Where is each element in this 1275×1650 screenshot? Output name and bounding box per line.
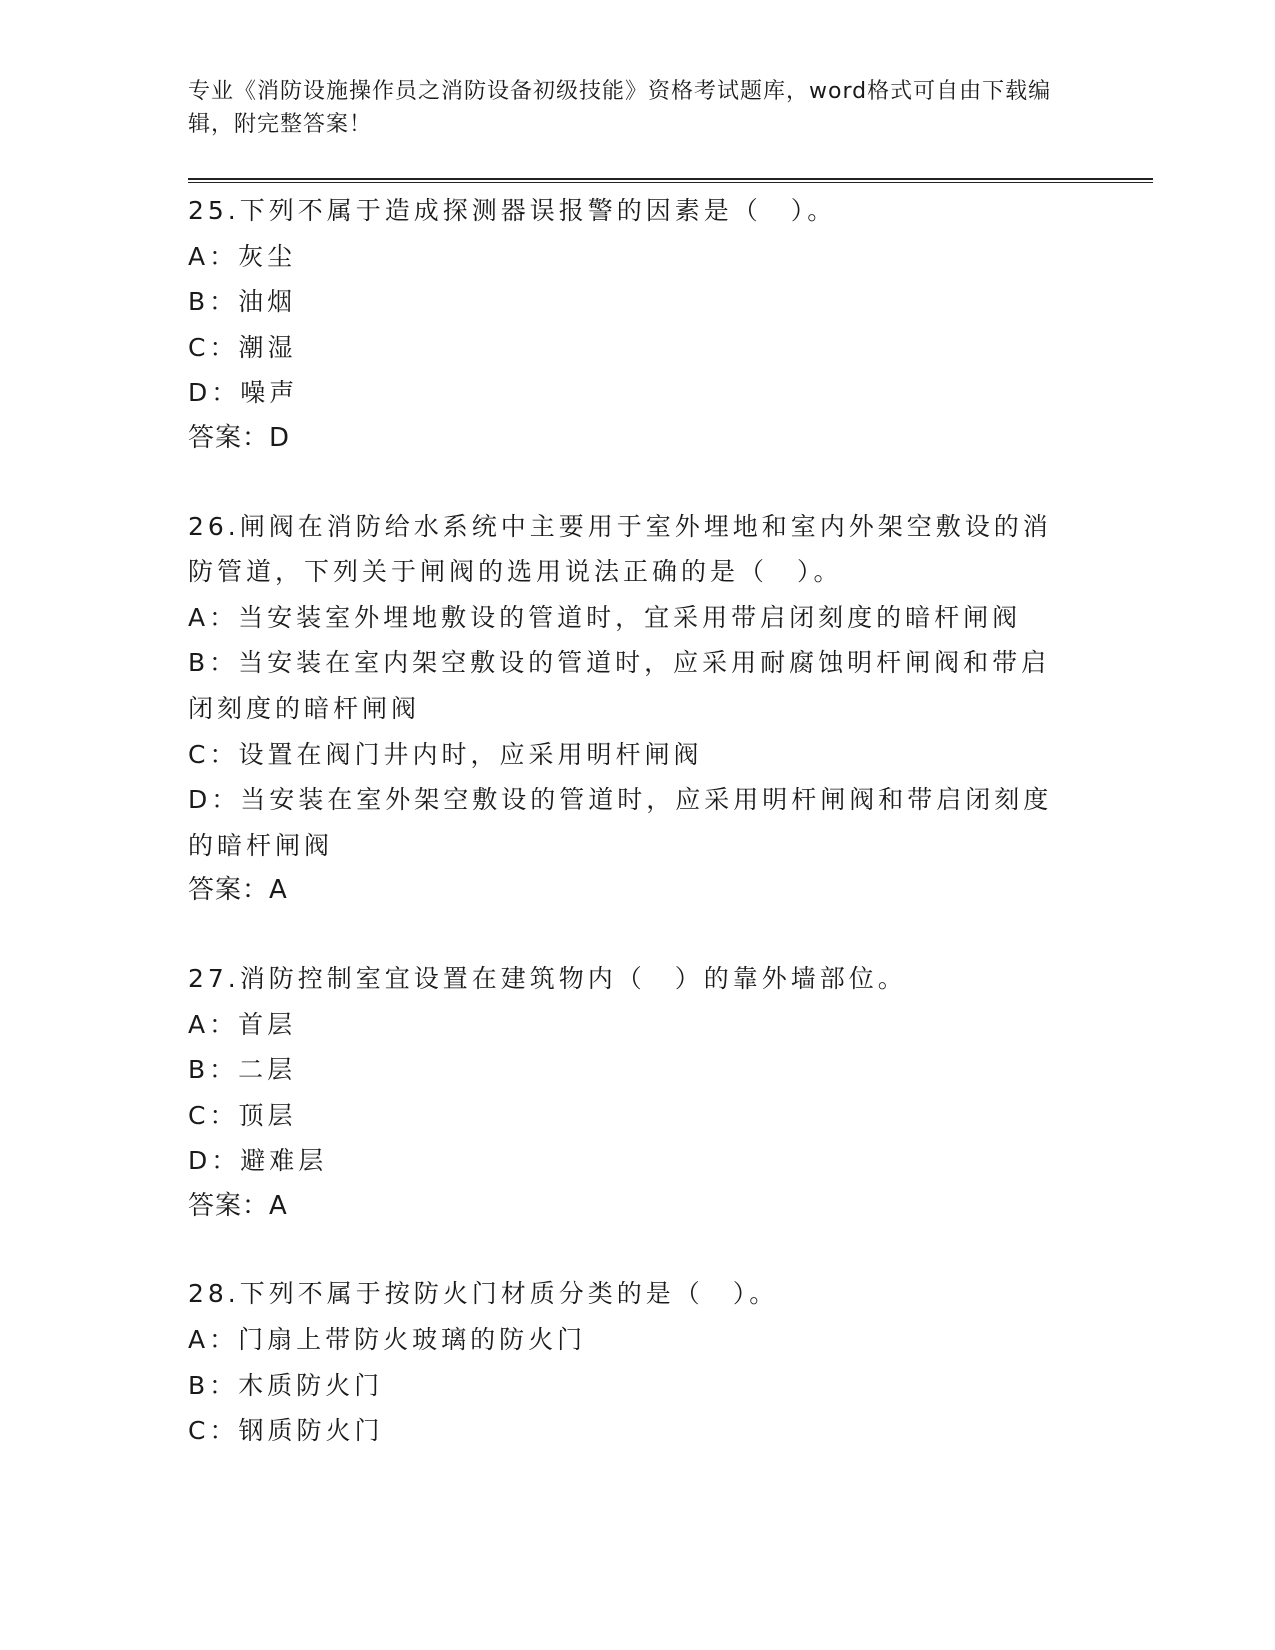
option-list [188, 1002, 1068, 1184]
option-a: A：门扇上带防火玻璃的防火门 [188, 1325, 587, 1355]
option-list [188, 595, 1068, 869]
question-stem: 25.下列不属于造成探测器误报警的因素是（ ）。 [188, 196, 837, 225]
option-a: A：灰尘 [188, 241, 297, 271]
option-b: B：木质防火门 [188, 1370, 384, 1400]
option-c: C：潮湿 [188, 332, 297, 362]
answer-line: 答案：A [188, 1190, 288, 1221]
question-stem: 28.下列不属于按防火门材质分类的是（ ）。 [188, 1279, 779, 1309]
option-list [188, 1317, 1068, 1454]
option-a: A：当安装室外埋地敷设的管道时，宜采用带启闭刻度的暗杆闸阀 [188, 602, 1022, 632]
option-b: B：二层 [188, 1055, 297, 1085]
option-d: D：噪声 [188, 378, 299, 408]
answer-line: 答案：D [188, 422, 291, 453]
question-27 [188, 956, 1068, 1230]
option-c: C：设置在阀门井内时，应采用明杆闸阀 [188, 739, 703, 769]
option-c: C：钢质防火门 [188, 1416, 384, 1446]
question-28 [188, 1271, 1068, 1453]
option-list [188, 234, 1068, 416]
option-d: D：避难层 [188, 1146, 328, 1176]
option-b: B：当安装在室内架空敷设的管道时，应采用耐腐蚀明杆闸阀和带启闭刻度的暗杆闸阀 [188, 648, 1051, 723]
option-d: D：当安装在室外架空敷设的管道时，应采用明杆闸阀和带启闭刻度的暗杆闸阀 [188, 785, 1053, 860]
option-c: C：顶层 [188, 1100, 297, 1130]
answer-line: 答案：A [188, 875, 288, 906]
option-b: B：油烟 [188, 287, 297, 317]
question-stem: 26.闸阀在消防给水系统中主要用于室外埋地和室内外架空敷设的消防管道，下列关于闸阀的选用说法正确的是（ ）。 [188, 511, 1052, 587]
question-26 [188, 504, 1068, 914]
question-25 [188, 188, 1068, 462]
question-stem: 27.消防控制室宜设置在建筑物内（ ）的靠外墙部位。 [188, 963, 907, 993]
document-page [188, 0, 1088, 1650]
question-list [188, 188, 1068, 1496]
option-a: A：首层 [188, 1009, 297, 1039]
header-divider [188, 178, 1153, 183]
document-header: 专业《消防设施操作员之消防设备初级技能》资格考试题库，word格式可自由下载编辑，附完整答案！ [188, 79, 1052, 137]
